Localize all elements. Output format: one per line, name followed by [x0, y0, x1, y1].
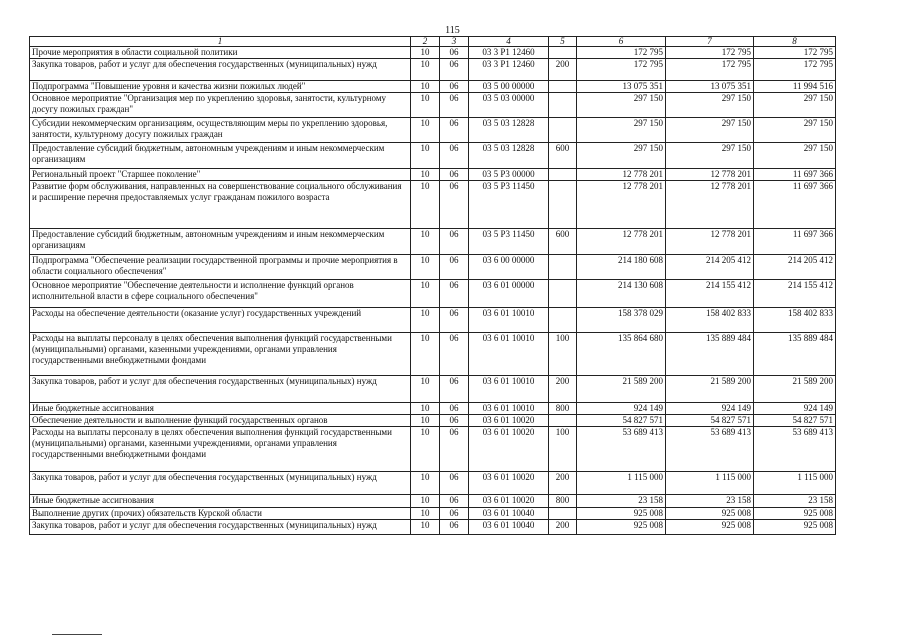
- amount-1-cell: 172 795: [577, 59, 666, 81]
- name-cell: Предоставление субсидий бюджетным, автономным учреждениям и иным некоммерческим организациям: [30, 143, 411, 169]
- amount-1-cell: 23 158: [577, 495, 666, 508]
- table-row: [30, 143, 836, 169]
- amount-3-cell: 54 827 571: [754, 415, 836, 427]
- expense-type-cell: [549, 93, 577, 118]
- target-article-cell: 03 6 01 10010: [469, 308, 549, 333]
- table-row: [30, 403, 836, 415]
- header-cell: 1: [30, 37, 411, 47]
- expense-type-cell: 600: [549, 229, 577, 255]
- subsection-cell: 06: [440, 181, 469, 229]
- expense-type-cell: [549, 181, 577, 229]
- target-article-cell: 03 6 01 10020: [469, 427, 549, 472]
- name-cell: Расходы на обеспечение деятельности (оказание услуг) государственных учреждений: [30, 308, 411, 333]
- table-row: [30, 118, 836, 143]
- target-article-cell: 03 6 01 10020: [469, 495, 549, 508]
- name-cell: Субсидии некоммерческим организациям, осуществляющим меры по укреплению здоровья, занятости, культурному досугу пожилых граждан: [30, 118, 411, 143]
- name-cell: Подпрограмма "Повышение уровня и качества жизни пожилых людей": [30, 81, 411, 93]
- chapter-cell: 10: [411, 333, 440, 376]
- amount-2-cell: 214 155 412: [666, 280, 754, 308]
- expense-type-cell: 200: [549, 472, 577, 495]
- subsection-cell: 06: [440, 520, 469, 535]
- subsection-cell: 06: [440, 508, 469, 520]
- name-cell: Предоставление субсидий бюджетным, автономным учреждениям и иным некоммерческим организациям: [30, 229, 411, 255]
- target-article-cell: 03 6 01 10020: [469, 415, 549, 427]
- amount-1-cell: 297 150: [577, 118, 666, 143]
- amount-1-cell: 12 778 201: [577, 181, 666, 229]
- subsection-cell: 06: [440, 93, 469, 118]
- amount-2-cell: 12 778 201: [666, 229, 754, 255]
- chapter-cell: 10: [411, 280, 440, 308]
- amount-3-cell: 53 689 413: [754, 427, 836, 472]
- subsection-cell: 06: [440, 81, 469, 93]
- expense-type-cell: [549, 47, 577, 59]
- amount-3-cell: 1 115 000: [754, 472, 836, 495]
- name-cell: Развитие форм обслуживания, направленных на совершенствование социального обслуживания и расширение перечня предоставляемых услуг гражданам пожилого возраста: [30, 181, 411, 229]
- amount-3-cell: 23 158: [754, 495, 836, 508]
- table-row: [30, 169, 836, 181]
- amount-2-cell: 158 402 833: [666, 308, 754, 333]
- name-cell: Подпрограмма "Обеспечение реализации государственной программы и прочие мероприятия в области социального обеспечения": [30, 255, 411, 280]
- amount-3-cell: 135 889 484: [754, 333, 836, 376]
- name-cell: Региональный проект "Старшее поколение": [30, 169, 411, 181]
- table-row: [30, 47, 836, 59]
- target-article-cell: 03 5 P3 11450: [469, 229, 549, 255]
- header-cell: 6: [577, 37, 666, 47]
- name-cell: Иные бюджетные ассигнования: [30, 403, 411, 415]
- table-row: [30, 427, 836, 472]
- amount-1-cell: 13 075 351: [577, 81, 666, 93]
- expense-type-cell: [549, 169, 577, 181]
- header-cell: 2: [411, 37, 440, 47]
- header-cell: 5: [549, 37, 577, 47]
- table-row: [30, 495, 836, 508]
- subsection-cell: 06: [440, 47, 469, 59]
- subsection-cell: 06: [440, 255, 469, 280]
- amount-2-cell: 1 115 000: [666, 472, 754, 495]
- budget-table: [29, 36, 836, 535]
- header-cell: 3: [440, 37, 469, 47]
- expense-type-cell: [549, 508, 577, 520]
- amount-2-cell: 12 778 201: [666, 169, 754, 181]
- expense-type-cell: [549, 81, 577, 93]
- table-row: [30, 333, 836, 376]
- chapter-cell: 10: [411, 427, 440, 472]
- amount-3-cell: 11 697 366: [754, 229, 836, 255]
- header-cell: 8: [754, 37, 836, 47]
- amount-1-cell: 12 778 201: [577, 229, 666, 255]
- expense-type-cell: [549, 280, 577, 308]
- amount-2-cell: 12 778 201: [666, 181, 754, 229]
- amount-3-cell: 924 149: [754, 403, 836, 415]
- name-cell: Основное мероприятие "Обеспечение деятельности и исполнение функций органов исполнительной власти в сфере социального обеспечения": [30, 280, 411, 308]
- table-row: [30, 520, 836, 535]
- expense-type-cell: 800: [549, 495, 577, 508]
- subsection-cell: 06: [440, 169, 469, 181]
- header-cell: 4: [469, 37, 549, 47]
- amount-1-cell: 924 149: [577, 403, 666, 415]
- target-article-cell: 03 5 00 00000: [469, 81, 549, 93]
- table-row: [30, 81, 836, 93]
- amount-2-cell: 13 075 351: [666, 81, 754, 93]
- name-cell: Иные бюджетные ассигнования: [30, 495, 411, 508]
- target-article-cell: 03 6 01 10040: [469, 508, 549, 520]
- subsection-cell: 06: [440, 333, 469, 376]
- table-row: [30, 181, 836, 229]
- name-cell: Закупка товаров, работ и услуг для обеспечения государственных (муниципальных) нужд: [30, 520, 411, 535]
- target-article-cell: 03 5 03 00000: [469, 93, 549, 118]
- expense-type-cell: [549, 415, 577, 427]
- amount-2-cell: 297 150: [666, 118, 754, 143]
- table-row: [30, 93, 836, 118]
- amount-1-cell: 214 130 608: [577, 280, 666, 308]
- amount-2-cell: 172 795: [666, 59, 754, 81]
- amount-3-cell: 297 150: [754, 143, 836, 169]
- amount-2-cell: 21 589 200: [666, 376, 754, 403]
- target-article-cell: 03 6 01 00000: [469, 280, 549, 308]
- chapter-cell: 10: [411, 81, 440, 93]
- amount-3-cell: 11 697 366: [754, 169, 836, 181]
- amount-3-cell: 11 994 516: [754, 81, 836, 93]
- amount-3-cell: 925 008: [754, 508, 836, 520]
- target-article-cell: 03 5 03 12828: [469, 143, 549, 169]
- amount-3-cell: 172 795: [754, 47, 836, 59]
- amount-2-cell: 297 150: [666, 143, 754, 169]
- target-article-cell: 03 6 01 10020: [469, 472, 549, 495]
- subsection-cell: 06: [440, 229, 469, 255]
- target-article-cell: 03 6 01 10040: [469, 520, 549, 535]
- target-article-cell: 03 3 P1 12460: [469, 59, 549, 81]
- page-number: 115: [445, 25, 460, 36]
- header-row: [30, 37, 836, 47]
- expense-type-cell: 200: [549, 376, 577, 403]
- amount-2-cell: 172 795: [666, 47, 754, 59]
- amount-1-cell: 925 008: [577, 508, 666, 520]
- chapter-cell: 10: [411, 376, 440, 403]
- amount-3-cell: 297 150: [754, 118, 836, 143]
- name-cell: Расходы на выплаты персоналу в целях обеспечения выполнения функций государственными (муниципальными) органами, казенными учреждениями, органами управления государственными внебюджетными фондами: [30, 427, 411, 472]
- name-cell: Основное мероприятие "Организация мер по укреплению здоровья, занятости, культурному досугу пожилых граждан": [30, 93, 411, 118]
- amount-1-cell: 21 589 200: [577, 376, 666, 403]
- expense-type-cell: [549, 255, 577, 280]
- expense-type-cell: 200: [549, 59, 577, 81]
- amount-3-cell: 297 150: [754, 93, 836, 118]
- table-row: [30, 472, 836, 495]
- name-cell: Обеспечение деятельности и выполнение функций государственных органов: [30, 415, 411, 427]
- chapter-cell: 10: [411, 47, 440, 59]
- amount-2-cell: 297 150: [666, 93, 754, 118]
- target-article-cell: 03 5 P3 00000: [469, 169, 549, 181]
- target-article-cell: 03 6 01 10010: [469, 333, 549, 376]
- chapter-cell: 10: [411, 472, 440, 495]
- name-cell: Выполнение других (прочих) обязательств Курской области: [30, 508, 411, 520]
- name-cell: Закупка товаров, работ и услуг для обеспечения государственных (муниципальных) нужд: [30, 59, 411, 81]
- amount-3-cell: 11 697 366: [754, 181, 836, 229]
- subsection-cell: 06: [440, 143, 469, 169]
- amount-2-cell: 135 889 484: [666, 333, 754, 376]
- chapter-cell: 10: [411, 118, 440, 143]
- amount-1-cell: 54 827 571: [577, 415, 666, 427]
- target-article-cell: 03 3 P1 12460: [469, 47, 549, 59]
- amount-2-cell: 53 689 413: [666, 427, 754, 472]
- subsection-cell: 06: [440, 403, 469, 415]
- table-row: [30, 59, 836, 81]
- chapter-cell: 10: [411, 520, 440, 535]
- amount-1-cell: 53 689 413: [577, 427, 666, 472]
- amount-2-cell: 925 008: [666, 508, 754, 520]
- expense-type-cell: [549, 118, 577, 143]
- amount-2-cell: 54 827 571: [666, 415, 754, 427]
- subsection-cell: 06: [440, 280, 469, 308]
- expense-type-cell: 100: [549, 333, 577, 376]
- name-cell: Прочие мероприятия в области социальной политики: [30, 47, 411, 59]
- subsection-cell: 06: [440, 376, 469, 403]
- subsection-cell: 06: [440, 308, 469, 333]
- amount-1-cell: 158 378 029: [577, 308, 666, 333]
- amount-2-cell: 23 158: [666, 495, 754, 508]
- amount-1-cell: 214 180 608: [577, 255, 666, 280]
- header-cell: 7: [666, 37, 754, 47]
- amount-2-cell: 214 205 412: [666, 255, 754, 280]
- amount-1-cell: 925 008: [577, 520, 666, 535]
- target-article-cell: 03 5 03 12828: [469, 118, 549, 143]
- expense-type-cell: [549, 308, 577, 333]
- table-row: [30, 508, 836, 520]
- amount-1-cell: 1 115 000: [577, 472, 666, 495]
- chapter-cell: 10: [411, 143, 440, 169]
- expense-type-cell: 100: [549, 427, 577, 472]
- target-article-cell: 03 6 01 10010: [469, 376, 549, 403]
- amount-1-cell: 172 795: [577, 47, 666, 59]
- subsection-cell: 06: [440, 118, 469, 143]
- subsection-cell: 06: [440, 472, 469, 495]
- chapter-cell: 10: [411, 308, 440, 333]
- amount-1-cell: 297 150: [577, 143, 666, 169]
- chapter-cell: 10: [411, 229, 440, 255]
- chapter-cell: 10: [411, 93, 440, 118]
- amount-1-cell: 12 778 201: [577, 169, 666, 181]
- amount-1-cell: 297 150: [577, 93, 666, 118]
- expense-type-cell: 200: [549, 520, 577, 535]
- chapter-cell: 10: [411, 415, 440, 427]
- amount-1-cell: 135 864 680: [577, 333, 666, 376]
- table-row: [30, 255, 836, 280]
- subsection-cell: 06: [440, 415, 469, 427]
- amount-3-cell: 158 402 833: [754, 308, 836, 333]
- name-cell: Закупка товаров, работ и услуг для обеспечения государственных (муниципальных) нужд: [30, 472, 411, 495]
- chapter-cell: 10: [411, 403, 440, 415]
- chapter-cell: 10: [411, 255, 440, 280]
- amount-3-cell: 925 008: [754, 520, 836, 535]
- amount-3-cell: 214 155 412: [754, 280, 836, 308]
- amount-3-cell: 21 589 200: [754, 376, 836, 403]
- chapter-cell: 10: [411, 169, 440, 181]
- subsection-cell: 06: [440, 495, 469, 508]
- table-row: [30, 376, 836, 403]
- subsection-cell: 06: [440, 427, 469, 472]
- target-article-cell: 03 6 00 00000: [469, 255, 549, 280]
- target-article-cell: 03 6 01 10010: [469, 403, 549, 415]
- table-row: [30, 308, 836, 333]
- target-article-cell: 03 5 P3 11450: [469, 181, 549, 229]
- table-row: [30, 229, 836, 255]
- amount-3-cell: 172 795: [754, 59, 836, 81]
- chapter-cell: 10: [411, 508, 440, 520]
- amount-3-cell: 214 205 412: [754, 255, 836, 280]
- expense-type-cell: 600: [549, 143, 577, 169]
- name-cell: Закупка товаров, работ и услуг для обеспечения государственных (муниципальных) нужд: [30, 376, 411, 403]
- table-row: [30, 280, 836, 308]
- subsection-cell: 06: [440, 59, 469, 81]
- footer-line: [52, 634, 102, 635]
- chapter-cell: 10: [411, 181, 440, 229]
- table-row: [30, 415, 836, 427]
- chapter-cell: 10: [411, 59, 440, 81]
- chapter-cell: 10: [411, 495, 440, 508]
- amount-2-cell: 925 008: [666, 520, 754, 535]
- name-cell: Расходы на выплаты персоналу в целях обеспечения выполнения функций государственными (муниципальными) органами, казенными учреждениями, органами управления государственными внебюджетными фондами: [30, 333, 411, 376]
- expense-type-cell: 800: [549, 403, 577, 415]
- amount-2-cell: 924 149: [666, 403, 754, 415]
